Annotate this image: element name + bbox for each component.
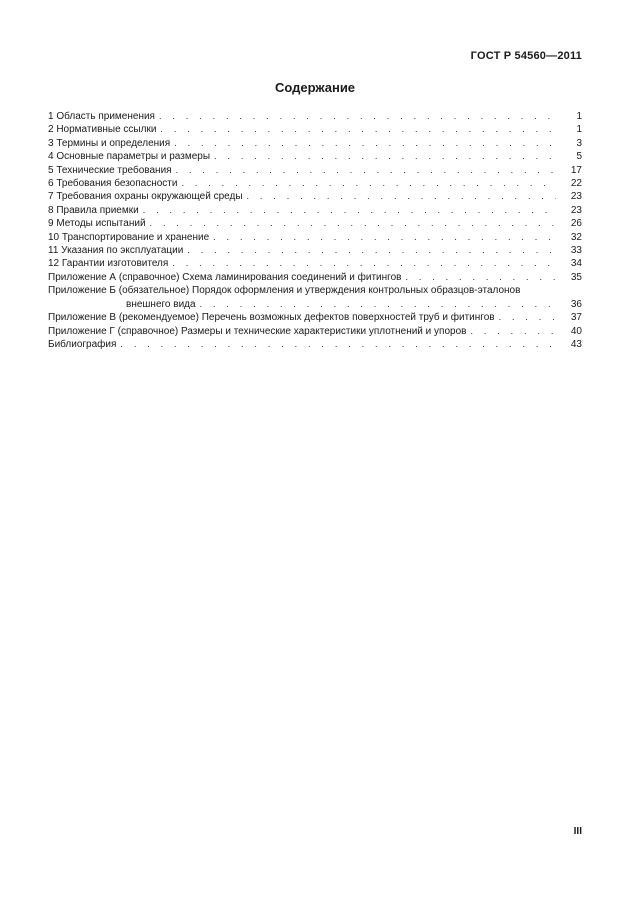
toc-leader-dots	[213, 231, 556, 244]
toc-item-page: 34	[570, 258, 582, 270]
toc-item-page: 17	[570, 164, 582, 176]
toc-item-label: 7 Требования охраны окружающей среды	[48, 191, 243, 203]
toc-leader-dots	[214, 150, 556, 163]
toc-item[interactable]	[48, 110, 582, 123]
toc-item-page: 1	[576, 111, 582, 122]
toc-item-label-continuation: внешнего вида	[126, 298, 196, 310]
toc-leader-dots	[200, 298, 556, 311]
toc-item-label: 5 Технические требования	[48, 164, 172, 176]
toc-item[interactable]	[48, 231, 582, 244]
toc-item-page: 26	[570, 218, 582, 230]
toc-item[interactable]	[48, 123, 582, 136]
toc-item-label: Приложение В (рекомендуемое) Перечень возможных дефектов поверхностей труб и фитингов	[48, 312, 495, 324]
toc-item-label: 4 Основные параметры и размеры	[48, 151, 211, 163]
toc-item-page: 23	[570, 191, 582, 203]
toc-leader-dots	[150, 217, 556, 230]
toc-item-page: 32	[570, 231, 582, 243]
toc-leader-dots	[470, 325, 556, 338]
table-of-contents	[48, 110, 582, 351]
toc-item-page: 36	[570, 298, 582, 310]
page-number: III	[573, 826, 582, 837]
toc-item-page: 37	[570, 312, 582, 324]
toc-item-label: Приложение Б (обязательное) Порядок оформления и утверждения контрольных образцов-эталонов	[48, 285, 521, 297]
toc-item[interactable]	[48, 150, 582, 163]
standard-code: ГОСТ Р 54560—2011	[470, 50, 582, 62]
toc-item-page: 1	[576, 124, 582, 136]
toc-item-label: 1 Область применения	[48, 111, 155, 122]
toc-item[interactable]	[48, 244, 582, 257]
toc-item-page: 3	[576, 137, 582, 149]
toc-item[interactable]	[48, 204, 582, 217]
toc-item-label: 2 Нормативные ссылки	[48, 124, 157, 136]
toc-item-page: 35	[570, 271, 582, 283]
toc-item-label: 9 Методы испытаний	[48, 218, 146, 230]
toc-item[interactable]	[48, 217, 582, 230]
toc-item-page: 33	[570, 245, 582, 257]
toc-item-page: 5	[576, 151, 582, 163]
toc-leader-dots	[160, 123, 556, 136]
toc-leader-dots	[176, 164, 556, 177]
toc-item[interactable]	[48, 338, 582, 351]
toc-item[interactable]	[48, 311, 582, 324]
toc-item-label: Приложение А (справочное) Схема ламинирования соединений и фитингов	[48, 271, 402, 283]
toc-item-label: 11 Указания по эксплуатации	[48, 245, 184, 257]
toc-leader-dots	[174, 137, 556, 150]
toc-item[interactable]	[48, 164, 582, 177]
toc-item[interactable]	[48, 190, 582, 203]
toc-item-page: 40	[570, 325, 582, 337]
toc-leader-dots	[247, 190, 556, 203]
toc-item-label: 3 Термины и определения	[48, 137, 171, 149]
toc-item[interactable]	[48, 325, 582, 338]
toc-item-label: Приложение Г (справочное) Размеры и технические характеристики уплотнений и упоров	[48, 325, 467, 337]
toc-leader-dots	[159, 110, 556, 123]
toc-item-label: Библиография	[48, 338, 117, 350]
toc-title: Содержание	[274, 80, 356, 95]
toc-item-page: 43	[570, 338, 582, 350]
toc-leader-dots	[499, 311, 556, 324]
toc-item-label: 8 Правила приемки	[48, 204, 139, 216]
toc-leader-dots	[181, 177, 556, 190]
toc-item[interactable]	[48, 137, 582, 150]
toc-item-label: 6 Требования безопасности	[48, 178, 178, 190]
toc-item-label: 10 Транспортирование и хранение	[48, 231, 210, 243]
toc-leader-dots	[405, 271, 556, 284]
toc-item-page: 23	[570, 204, 582, 216]
toc-item[interactable]	[48, 257, 582, 270]
toc-leader-dots	[187, 244, 556, 257]
toc-item[interactable]	[48, 271, 582, 284]
toc-leader-dots	[120, 338, 556, 351]
toc-item[interactable]	[48, 177, 582, 190]
toc-leader-dots	[143, 204, 556, 217]
toc-item-page: 22	[570, 178, 582, 190]
toc-item-appendix-b[interactable]	[48, 284, 582, 311]
toc-leader-dots	[172, 257, 556, 270]
toc-item-label: 12 Гарантии изготовителя	[48, 258, 169, 270]
